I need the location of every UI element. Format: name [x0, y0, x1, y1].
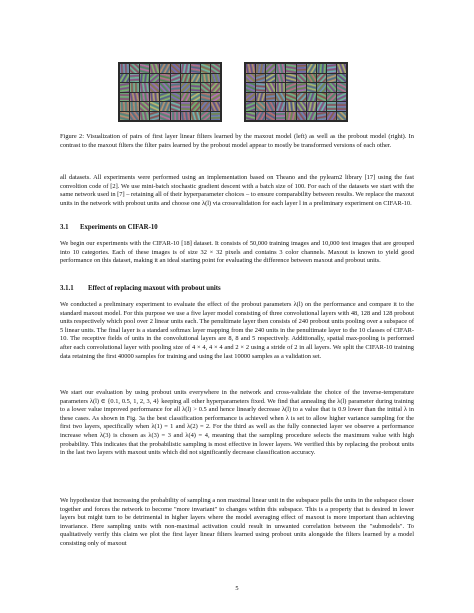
filter-patch	[286, 83, 295, 92]
filter-patch	[286, 102, 295, 111]
filter-patch	[266, 93, 275, 102]
filter-patch	[307, 102, 316, 111]
filter-patch	[256, 74, 265, 83]
filter-patch	[327, 64, 336, 73]
filter-patch	[181, 112, 190, 121]
filter-patch	[191, 102, 200, 111]
filter-patch	[211, 83, 220, 92]
filter-patch	[160, 64, 169, 73]
filter-patch	[130, 83, 139, 92]
filter-patch	[317, 74, 326, 83]
filter-patch	[191, 64, 200, 73]
filter-patch	[246, 112, 255, 121]
filter-patch	[160, 102, 169, 111]
filter-patch	[211, 64, 220, 73]
filter-patch	[140, 64, 149, 73]
filter-patch	[276, 64, 285, 73]
filter-patch	[120, 93, 129, 102]
filter-patch	[181, 93, 190, 102]
filter-patch	[307, 74, 316, 83]
filter-patch	[297, 83, 306, 92]
paragraph-setup: all datasets. All experiments were performed using an implementation based on Theano and the pylearn2 library [17] using the fast convoltion code of [2]. We use mini-batch stochastic gradient descent with a batch size of 100. For each of the datasets we start with the same network used in [7] – retaining all of their hyperparameter choices – to ensure comparability between results. We replace the maxout units in the network with probout units and choose one λ(l) via crossvalidation for each layer l in a preliminary experiment on CIFAR-10.	[60, 174, 414, 207]
filter-patch	[337, 93, 346, 102]
filter-patch	[160, 93, 169, 102]
filter-patch	[297, 74, 306, 83]
figure-caption: Figure 2: Visualization of pairs of first layer linear filters learned by the maxout model (left) as well as the probout model (right). In contrast to the maxout filters the filter pairs learned by the probout model appear to mostly be transformed versions of each other.	[60, 133, 414, 149]
filter-patch	[160, 83, 169, 92]
section-heading-3-1	[60, 224, 414, 231]
filter-patch	[297, 112, 306, 121]
filter-patch	[327, 112, 336, 121]
filter-patch	[140, 74, 149, 83]
filter-patch	[327, 74, 336, 83]
filter-patch	[201, 93, 210, 102]
filter-patch	[327, 102, 336, 111]
filter-patch	[171, 74, 180, 83]
filter-patch	[150, 64, 159, 73]
filter-patch	[307, 64, 316, 73]
filter-patch	[266, 112, 275, 121]
filter-patch	[211, 74, 220, 83]
filter-patch	[201, 64, 210, 73]
filter-patch	[337, 112, 346, 121]
filter-patch	[181, 64, 190, 73]
filter-patch	[150, 112, 159, 121]
filter-patch	[266, 83, 275, 92]
filter-patch	[307, 112, 316, 121]
section-title: Experiments on CIFAR-10	[80, 224, 158, 231]
filter-patch	[120, 74, 129, 83]
filter-patch	[211, 102, 220, 111]
filter-patch	[191, 74, 200, 83]
filter-patch	[286, 74, 295, 83]
filter-patch	[317, 64, 326, 73]
filter-patch	[120, 83, 129, 92]
filter-patch	[286, 93, 295, 102]
filter-patch	[201, 112, 210, 121]
filter-patch	[211, 93, 220, 102]
filter-patch	[181, 74, 190, 83]
filter-patch	[130, 93, 139, 102]
filter-patch	[130, 74, 139, 83]
filter-patch	[246, 93, 255, 102]
filter-patch	[256, 102, 265, 111]
filter-patch	[276, 83, 285, 92]
filter-patch	[327, 83, 336, 92]
filter-patch	[171, 102, 180, 111]
filter-patch	[201, 83, 210, 92]
filter-patch	[246, 83, 255, 92]
filter-patch	[181, 102, 190, 111]
filter-patch	[266, 102, 275, 111]
filter-patch	[171, 64, 180, 73]
filter-patch	[160, 112, 169, 121]
filter-patch	[130, 102, 139, 111]
filter-patch	[171, 93, 180, 102]
filter-patch	[297, 102, 306, 111]
filter-patch	[181, 83, 190, 92]
filter-patch	[130, 112, 139, 121]
filter-patch	[337, 83, 346, 92]
filter-patch	[337, 74, 346, 83]
figure-2	[118, 62, 358, 124]
filter-patch	[276, 93, 285, 102]
filter-patch	[201, 102, 210, 111]
paragraph-evaluation: We start our evaluation by using probout units everywhere in the network and cross-validate the choice of the inverse-temperature parameters λ(l) ∈ {0.1, 0.5, 1, 2, 3, 4} keeping all other hyperparameters fixed. We find that annealing the λ(l) parameter during training to a lower value improved performance for all λ(l) > 0.5 and hence linearly decrease λ(l) to a value that is 0.9 lower than the initial λ in these cases. As shown in Fig. 3a the best classification performance is achieved when λ is set to allow higher variance sampling for the first two layers, specifically when λ(1) = 1 and λ(2) = 2. For the third as well as the fully connected layer we observe a performance increase when λ(3) is chosen as λ(3) = 3 and λ(4) = 4, meaning that the sampling procedure selects the maximum value with high probability. This indicates that the probabilistic sampling is most effective in lower layers. We verified this by replacing the probout units in the last two layers with maxout units which did not significantly decrease classification accuracy.	[60, 389, 414, 457]
filter-patch	[191, 93, 200, 102]
filter-patch	[327, 93, 336, 102]
subsection-title: Effect of replacing maxout with probout units	[88, 285, 221, 292]
filter-patch	[211, 112, 220, 121]
filter-patch	[246, 102, 255, 111]
filter-patch	[297, 64, 306, 73]
filter-patch	[140, 102, 149, 111]
section-number: 3.1	[60, 224, 69, 231]
filter-patch	[256, 93, 265, 102]
filter-patch	[191, 83, 200, 92]
paragraph-preliminary: We conducted a preliminary experiment to evaluate the effect of the probout parameters λ(l) on the performance and compare it to the standard maxout model. For this purpose we use a five layer model consisting of three convolutional layers with 48, 128 and 128 probout units respectively which pool over 2 linear units each. The penultimate layer then consists of 240 probout units pooling over a subspace of 5 linear units. The final layer is a standard softmax layer mapping from the 240 units in the penultimate layer to the 10 classes of CIFAR-10. The receptive fields of units in the convolutional layers are 8, 8 and 5 respectively. Additionally, spatial max-pooling is performed after each convolutional layer with pooling size of 4 × 4, 4 × 4 and 2 × 2 using a stride of 2 in all layers. We split the CIFAR-10 training data retaining the first 40000 samples for training and using the last 10000 samples as a validation set.	[60, 301, 414, 360]
page-number: 5	[235, 585, 239, 592]
subsection-number: 3.1.1	[60, 285, 74, 292]
filter-patch	[246, 64, 255, 73]
filter-patch	[256, 83, 265, 92]
filter-patch	[307, 93, 316, 102]
maxout-filter-grid	[118, 62, 222, 122]
filter-patch	[266, 64, 275, 73]
filter-patch	[297, 93, 306, 102]
filter-patch	[276, 102, 285, 111]
filter-patch	[150, 83, 159, 92]
filter-patch	[140, 83, 149, 92]
filter-patch	[171, 83, 180, 92]
filter-patch	[317, 83, 326, 92]
filter-patch	[201, 74, 210, 83]
filter-patch	[337, 64, 346, 73]
filter-patch	[317, 112, 326, 121]
filter-patch	[256, 64, 265, 73]
filter-patch	[191, 112, 200, 121]
filter-patch	[307, 83, 316, 92]
probout-filter-grid	[244, 62, 348, 122]
filter-patch	[266, 74, 275, 83]
filter-patch	[337, 102, 346, 111]
filter-patch	[317, 102, 326, 111]
filter-patch	[256, 112, 265, 121]
filter-patch	[120, 64, 129, 73]
filter-patch	[150, 102, 159, 111]
filter-patch	[286, 64, 295, 73]
paragraph-hypothesis: We hypothesize that increasing the probability of sampling a non maximal linear unit in the subspace pulls the units in the subspace closer together and forces the network to become "more invariant" to changes within this subspace. This is a property that is desired in lower layers but might turn to be detrimental in higher layers where the model averaging effect of maxout is more important than achieving invariance. Here sampling units with non-maximal activation could result in unwanted correlation between the "submodels". To qualitatively verify this claim we plot the first layer linear filters learned using probout units alongside the filters learned by a model consisting only of maxout	[60, 497, 414, 547]
filter-patch	[171, 112, 180, 121]
filter-patch	[276, 74, 285, 83]
paragraph-cifar-intro: We begin our experiments with the CIFAR-10 [18] dataset. It consists of 50,000 training images and 10,000 test images that are grouped into 10 categories. Each of these images is of size 32 × 32 pixels and contains 3 color channels. Maxout is known to yield good performance on this dataset, making it an ideal starting point for evaluating the difference between maxout and probout units.	[60, 240, 414, 265]
filter-patch	[246, 74, 255, 83]
filter-patch	[276, 112, 285, 121]
filter-patch	[130, 64, 139, 73]
filter-patch	[120, 102, 129, 111]
filter-patch	[140, 112, 149, 121]
filter-patch	[150, 74, 159, 83]
subsection-heading-3-1-1	[60, 285, 414, 292]
filter-patch	[317, 93, 326, 102]
filter-patch	[160, 74, 169, 83]
filter-patch	[150, 93, 159, 102]
filter-patch	[140, 93, 149, 102]
filter-patch	[120, 112, 129, 121]
filter-patch	[286, 112, 295, 121]
